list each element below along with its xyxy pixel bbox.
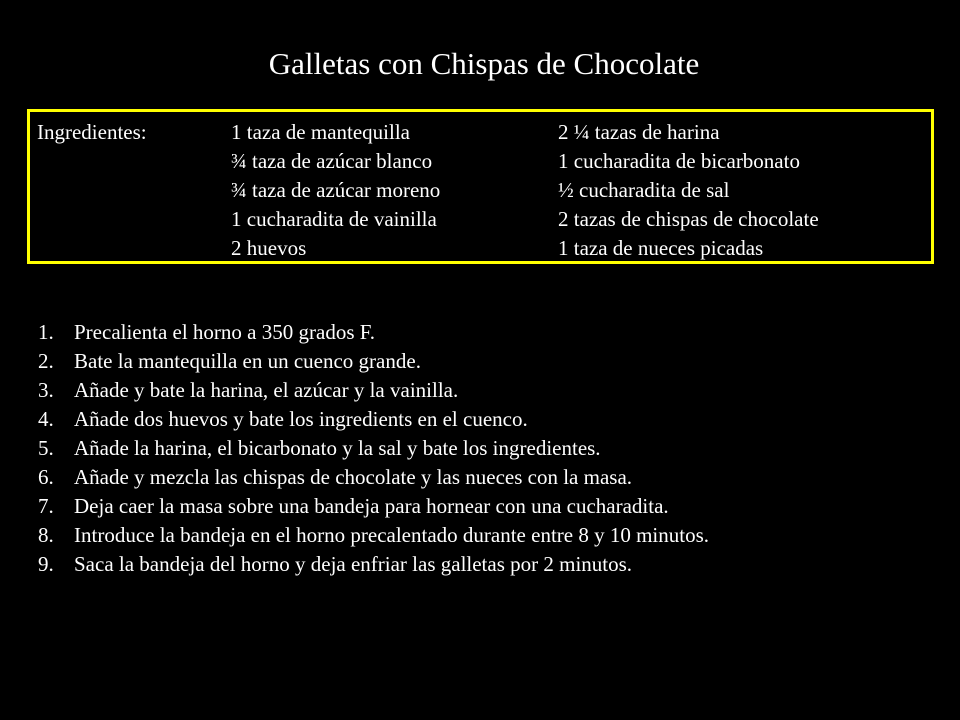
- step-text: Introduce la bandeja en el horno precalentado durante entre 8 y 10 minutos.: [74, 523, 710, 547]
- ingredients-list-right: [558, 118, 819, 263]
- slide-title: Galletas con Chispas de Chocolate: [268, 46, 700, 81]
- step-item: [38, 434, 709, 463]
- step-item: [38, 550, 709, 579]
- step-number: 4.: [38, 407, 54, 431]
- ingredient-item: 1 taza de nueces picadas: [558, 236, 764, 260]
- ingredients-list-left: [231, 118, 440, 263]
- step-text: Saca la bandeja del horno y deja enfriar las galletas por 2 minutos.: [74, 552, 633, 576]
- step-number: 3.: [38, 378, 54, 402]
- step-text: Deja caer la masa sobre una bandeja para hornear con una cucharadita.: [74, 494, 669, 518]
- step-text: Añade y bate la harina, el azúcar y la vainilla.: [74, 378, 459, 402]
- step-text: Añade la harina, el bicarbonato y la sal y bate los ingredientes.: [74, 436, 601, 460]
- step-item: [38, 376, 709, 405]
- step-number: 6.: [38, 465, 54, 489]
- step-number: 1.: [38, 320, 54, 344]
- ingredient-item: 1 cucharadita de bicarbonato: [558, 149, 800, 173]
- step-text: Añade dos huevos y bate los ingredients en el cuenco.: [74, 407, 528, 431]
- steps-list: [38, 318, 709, 579]
- step-number: 8.: [38, 523, 54, 547]
- step-number: 7.: [38, 494, 54, 518]
- step-number: 5.: [38, 436, 54, 460]
- step-item: [38, 318, 709, 347]
- step-text: Bate la mantequilla en un cuenco grande.: [74, 349, 421, 373]
- step-number: 2.: [38, 349, 54, 373]
- step-item: [38, 405, 709, 434]
- ingredients-label: Ingredientes:: [37, 120, 147, 144]
- ingredient-item: ¾ taza de azúcar moreno: [231, 178, 441, 202]
- ingredient-item: 2 huevos: [231, 236, 307, 260]
- step-item: [38, 347, 709, 376]
- ingredient-item: 2 ¼ tazas de harina: [558, 120, 720, 144]
- ingredient-item: 2 tazas de chispas de chocolate: [558, 207, 819, 231]
- ingredient-item: 1 taza de mantequilla: [231, 120, 411, 144]
- step-number: 9.: [38, 552, 54, 576]
- step-text: Añade y mezcla las chispas de chocolate y las nueces con la masa.: [74, 465, 633, 489]
- ingredient-item: ¾ taza de azúcar blanco: [231, 149, 433, 173]
- step-item: [38, 492, 709, 521]
- ingredient-item: 1 cucharadita de vainilla: [231, 207, 437, 231]
- step-item: [38, 463, 709, 492]
- step-text: Precalienta el horno a 350 grados F.: [74, 320, 375, 344]
- step-item: [38, 521, 709, 550]
- ingredient-item: ½ cucharadita de sal: [558, 178, 730, 202]
